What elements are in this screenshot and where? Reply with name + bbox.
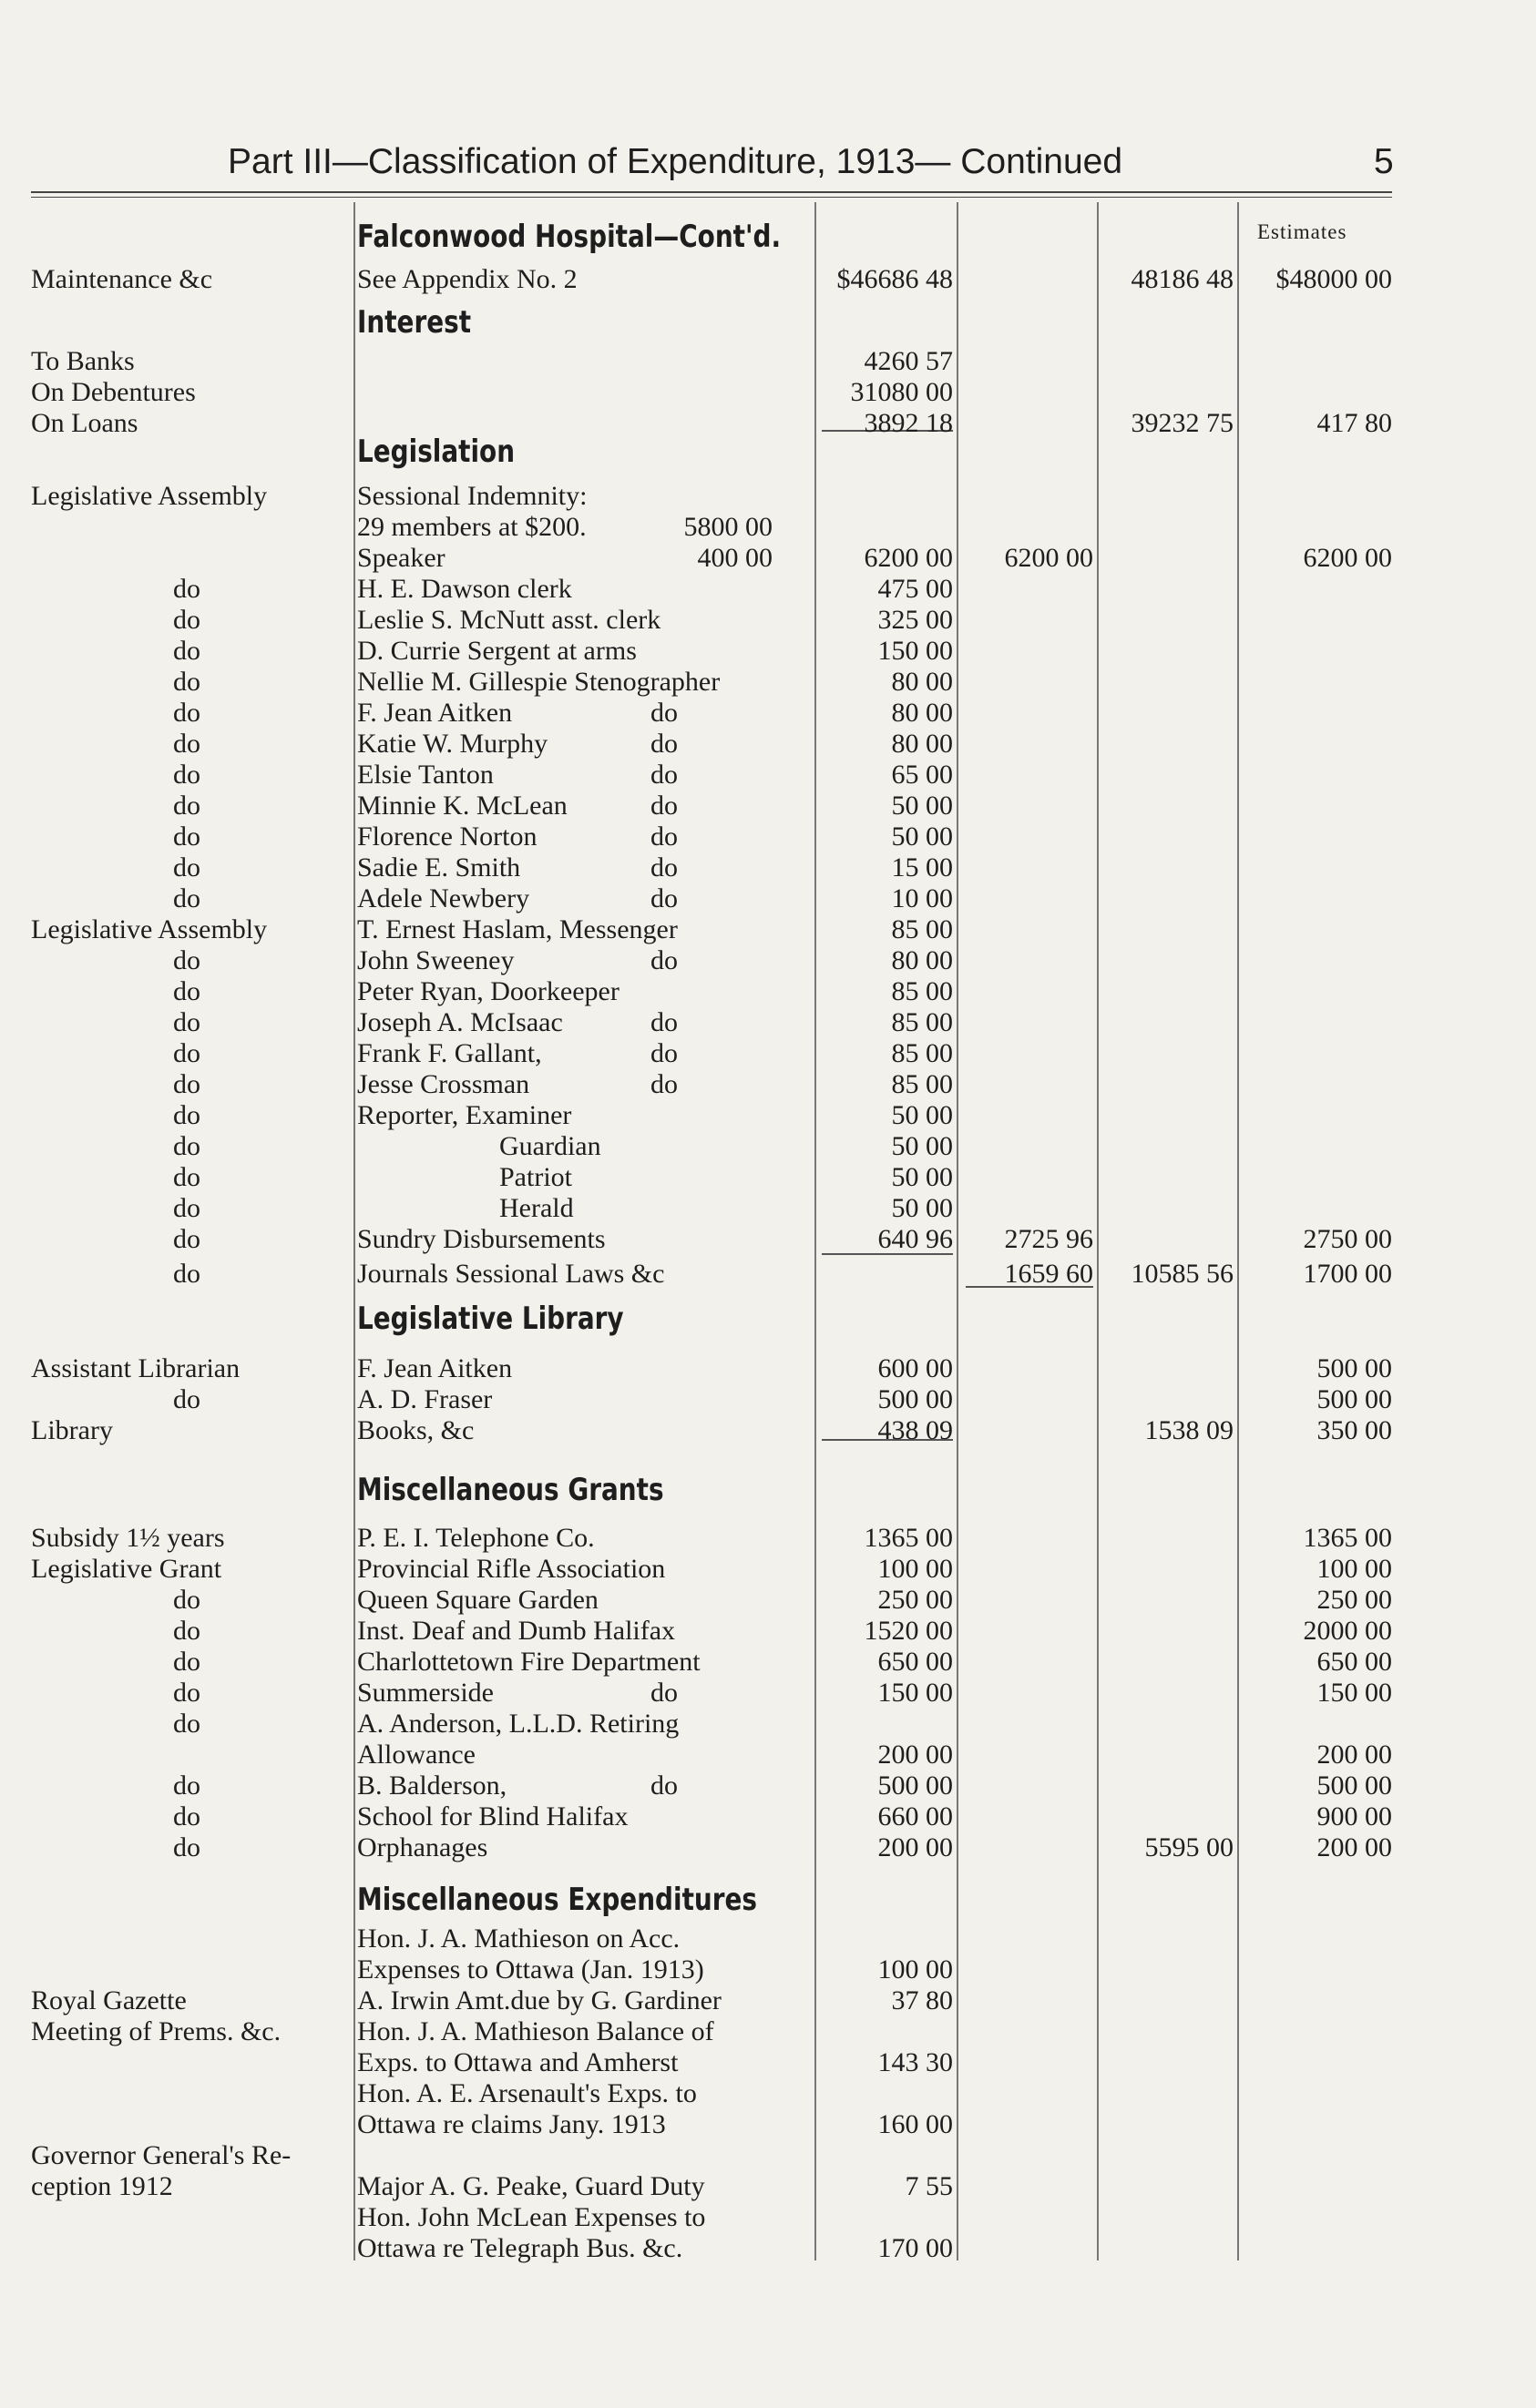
amount-cell: 7 55 xyxy=(905,2171,953,2201)
amount-cell: $46686 48 xyxy=(836,264,953,294)
item-description: Katie W. Murphy xyxy=(357,729,548,759)
total-cell: 5595 00 xyxy=(1144,1832,1234,1862)
amount-cell: 143 30 xyxy=(877,2047,953,2077)
account-label: On Loans xyxy=(31,408,138,438)
ditto-label: do xyxy=(173,760,200,790)
account-label: Legislative Assembly xyxy=(31,914,268,944)
ditto-label: do xyxy=(173,1616,200,1646)
amount-cell: 65 00 xyxy=(891,760,953,790)
item-ditto: Patriot xyxy=(499,1162,572,1192)
item-description: Frank F. Gallant, xyxy=(357,1038,542,1068)
ditto-label: do xyxy=(173,1832,200,1862)
ditto-label: do xyxy=(173,1678,200,1708)
item-ditto: do xyxy=(650,698,678,728)
item-ditto: do xyxy=(650,821,678,852)
estimates-column-header: Estimates xyxy=(1257,220,1347,243)
item-description: Journals Sessional Laws &c xyxy=(357,1259,665,1289)
item-description: Summerside xyxy=(357,1678,494,1708)
amount-cell: 100 00 xyxy=(877,1954,953,1985)
item-description: Charlottetown Fire Department xyxy=(357,1647,701,1677)
account-label: Library xyxy=(31,1415,113,1445)
item-ditto: Guardian xyxy=(499,1131,601,1161)
ditto-label: do xyxy=(173,1585,200,1615)
amount-cell: 475 00 xyxy=(877,574,953,604)
item-description: Nellie M. Gillespie Stenographer xyxy=(357,667,721,697)
amount-cell: 1365 00 xyxy=(864,1523,953,1553)
item-description: Joseph A. McIsaac xyxy=(357,1007,563,1037)
item-description: Hon. J. A. Mathieson Balance of xyxy=(357,2016,714,2046)
estimate-cell: 650 00 xyxy=(1316,1647,1392,1677)
page-header-title: Part III—Classification of Expenditure, 1913— Continued xyxy=(228,142,1123,181)
amount-cell: 660 00 xyxy=(877,1801,953,1832)
ditto-label: do xyxy=(173,698,200,728)
total-cell: 48186 48 xyxy=(1131,264,1234,294)
item-description: Jesse Crossman xyxy=(357,1069,530,1099)
subtotal-cell: 2725 96 xyxy=(1004,1224,1093,1254)
inline-amount: 5800 00 xyxy=(683,512,773,542)
item-ditto: do xyxy=(650,1007,678,1037)
ditto-label: do xyxy=(173,1007,200,1037)
item-description: Leslie S. McNutt asst. clerk xyxy=(357,605,661,635)
item-ditto: do xyxy=(650,945,678,975)
estimate-cell: 200 00 xyxy=(1316,1740,1392,1770)
account-label: Governor General's Re- xyxy=(31,2140,292,2170)
item-description: Hon. A. E. Arsenault's Exps. to xyxy=(357,2078,697,2108)
account-label: Assistant Librarian xyxy=(31,1353,241,1383)
item-description: B. Balderson, xyxy=(357,1770,507,1801)
item-ditto: do xyxy=(650,791,678,821)
item-ditto: do xyxy=(650,1069,678,1099)
subtotal-cell: 6200 00 xyxy=(1004,543,1093,573)
amount-cell: 50 00 xyxy=(891,1131,953,1161)
amount-cell: 15 00 xyxy=(891,852,953,883)
column-divider xyxy=(1097,202,1099,2260)
ditto-label: do xyxy=(173,1131,200,1161)
ditto-label: do xyxy=(173,821,200,852)
ditto-label: do xyxy=(173,1647,200,1677)
ditto-label: do xyxy=(173,729,200,759)
amount-cell: 37 80 xyxy=(891,1985,953,2015)
item-description: Adele Newbery xyxy=(357,883,530,913)
ditto-label: do xyxy=(173,1193,200,1223)
item-description: Florence Norton xyxy=(357,821,538,852)
item-description: A. Irwin Amt.due by G. Gardiner xyxy=(357,1985,722,2015)
amount-cell: 200 00 xyxy=(877,1740,953,1770)
amount-cell: 325 00 xyxy=(877,605,953,635)
amount-cell: 100 00 xyxy=(877,1554,953,1584)
estimate-cell: 1700 00 xyxy=(1303,1259,1392,1289)
item-description: School for Blind Halifax xyxy=(357,1801,629,1832)
amount-cell: 200 00 xyxy=(877,1832,953,1862)
estimate-cell: 1365 00 xyxy=(1303,1523,1392,1553)
estimate-cell: 500 00 xyxy=(1316,1384,1392,1414)
amount-cell: 50 00 xyxy=(891,1193,953,1223)
item-description: P. E. I. Telephone Co. xyxy=(357,1523,595,1553)
item-description: A. Anderson, L.L.D. Retiring xyxy=(357,1709,680,1739)
estimate-cell: $48000 00 xyxy=(1275,264,1392,294)
ditto-label: do xyxy=(173,1100,200,1130)
ditto-label: do xyxy=(173,1709,200,1739)
amount-cell: 6200 00 xyxy=(864,543,953,573)
ditto-label: do xyxy=(173,1770,200,1801)
page-number: 5 xyxy=(1374,142,1394,181)
amount-cell: 50 00 xyxy=(891,791,953,821)
total-cell: 39232 75 xyxy=(1131,408,1234,438)
ditto-label: do xyxy=(173,976,200,1006)
amount-cell: 85 00 xyxy=(891,976,953,1006)
ditto-label: do xyxy=(173,667,200,697)
item-description: Peter Ryan, Doorkeeper xyxy=(357,976,620,1006)
item-description: Ottawa re Telegraph Bus. &c. xyxy=(357,2233,683,2263)
account-label: Legislative Grant xyxy=(31,1554,222,1584)
item-ditto: do xyxy=(650,852,678,883)
estimate-cell: 900 00 xyxy=(1316,1801,1392,1832)
item-description: John Sweeney xyxy=(357,945,515,975)
section-falconwood-hospital: Falconwood Hospital—Cont'd. xyxy=(357,219,782,255)
amount-cell: 150 00 xyxy=(877,1678,953,1708)
ditto-label: do xyxy=(173,1384,200,1414)
ditto-label: do xyxy=(173,1224,200,1254)
estimate-cell: 100 00 xyxy=(1316,1554,1392,1584)
amount-cell: 150 00 xyxy=(877,636,953,666)
amount-cell: 640 96 xyxy=(877,1224,953,1254)
estimate-cell: 500 00 xyxy=(1316,1770,1392,1801)
amount-cell: 50 00 xyxy=(891,821,953,852)
amount-cell: 650 00 xyxy=(877,1647,953,1677)
subtotal-cell: 1659 60 xyxy=(1004,1259,1093,1289)
estimate-cell: 2750 00 xyxy=(1303,1224,1392,1254)
amount-cell: 85 00 xyxy=(891,1007,953,1037)
item-description: Allowance xyxy=(357,1740,476,1770)
ditto-label: do xyxy=(173,1162,200,1192)
item-ditto: do xyxy=(650,1038,678,1068)
ditto-label: do xyxy=(173,852,200,883)
item-description: H. E. Dawson clerk xyxy=(357,574,572,604)
amount-cell: 600 00 xyxy=(877,1353,953,1383)
item-description: See Appendix No. 2 xyxy=(357,264,578,294)
item-ditto: do xyxy=(650,1678,678,1708)
ditto-label: do xyxy=(173,636,200,666)
item-description: Sadie E. Smith xyxy=(357,852,521,883)
ditto-label: do xyxy=(173,574,200,604)
item-description: Orphanages xyxy=(357,1832,488,1862)
item-description: Sundry Disbursements xyxy=(357,1224,606,1254)
ditto-label: do xyxy=(173,1069,200,1099)
item-description: Minnie K. McLean xyxy=(357,791,568,821)
item-description: Speaker xyxy=(357,543,445,573)
item-ditto: do xyxy=(650,1770,678,1801)
column-divider xyxy=(353,202,355,2260)
item-description: Major A. G. Peake, Guard Duty xyxy=(357,2171,705,2201)
ditto-label: do xyxy=(173,1801,200,1832)
item-description: Expenses to Ottawa (Jan. 1913) xyxy=(357,1954,704,1985)
estimate-cell: 350 00 xyxy=(1316,1415,1392,1445)
amount-cell: 4260 57 xyxy=(864,346,953,376)
account-label: To Banks xyxy=(31,346,135,376)
amount-cell: 85 00 xyxy=(891,1069,953,1099)
amount-cell: 438 09 xyxy=(877,1415,953,1445)
amount-cell: 80 00 xyxy=(891,698,953,728)
estimate-cell: 150 00 xyxy=(1316,1678,1392,1708)
section-miscellaneous-grants: Miscellaneous Grants xyxy=(357,1472,664,1508)
section-legislation: Legislation xyxy=(357,434,516,470)
ditto-label: do xyxy=(173,605,200,635)
header-rule-thin xyxy=(31,197,1392,198)
item-description: Elsie Tanton xyxy=(357,760,494,790)
amount-cell: 50 00 xyxy=(891,1162,953,1192)
amount-cell: 80 00 xyxy=(891,729,953,759)
amount-cell: 31080 00 xyxy=(850,377,953,407)
account-label: Royal Gazette xyxy=(31,1985,187,2015)
item-description: Hon. J. A. Mathieson on Acc. xyxy=(357,1923,681,1954)
item-description: Sessional Indemnity: xyxy=(357,481,588,511)
inline-amount: 400 00 xyxy=(697,543,773,573)
estimate-cell: 200 00 xyxy=(1316,1832,1392,1862)
amount-cell: 80 00 xyxy=(891,945,953,975)
amount-cell: 50 00 xyxy=(891,1100,953,1130)
item-description: Reporter, Examiner xyxy=(357,1100,572,1130)
account-label: Legislative Assembly xyxy=(31,481,268,511)
account-label: Meeting of Prems. &c. xyxy=(31,2016,282,2046)
estimate-cell: 2000 00 xyxy=(1303,1616,1392,1646)
ditto-label: do xyxy=(173,1038,200,1068)
item-description: T. Ernest Haslam, Messenger xyxy=(357,914,678,944)
item-description: Inst. Deaf and Dumb Halifax xyxy=(357,1616,676,1646)
item-description: F. Jean Aitken xyxy=(357,1353,513,1383)
amount-cell: 10 00 xyxy=(891,883,953,913)
item-description: F. Jean Aitken xyxy=(357,698,513,728)
ditto-label: do xyxy=(173,1259,200,1289)
account-label: Subsidy 1½ years xyxy=(31,1523,225,1553)
column-divider xyxy=(814,202,816,2260)
item-ditto: do xyxy=(650,729,678,759)
item-description: Exps. to Ottawa and Amherst xyxy=(357,2047,679,2077)
item-ditto: do xyxy=(650,883,678,913)
item-ditto: do xyxy=(650,760,678,790)
amount-cell: 500 00 xyxy=(877,1770,953,1801)
amount-cell: 160 00 xyxy=(877,2109,953,2139)
item-description: A. D. Fraser xyxy=(357,1384,493,1414)
section-miscellaneous-expenditures: Miscellaneous Expenditures xyxy=(357,1882,758,1918)
amount-cell: 80 00 xyxy=(891,667,953,697)
item-ditto: Herald xyxy=(499,1193,574,1223)
account-label: On Debentures xyxy=(31,377,196,407)
amount-cell: 250 00 xyxy=(877,1585,953,1615)
item-description: Queen Square Garden xyxy=(357,1585,599,1615)
column-divider xyxy=(1237,202,1239,2260)
amount-cell: 3892 18 xyxy=(864,408,953,438)
item-description: 29 members at $200. xyxy=(357,512,587,542)
item-description: Provincial Rifle Association xyxy=(357,1554,666,1584)
amount-cell: 1520 00 xyxy=(864,1616,953,1646)
ditto-label: do xyxy=(173,945,200,975)
account-label: Maintenance &c xyxy=(31,264,213,294)
account-label: ception 1912 xyxy=(31,2171,173,2201)
section-legislative-library: Legislative Library xyxy=(357,1301,624,1337)
item-description: Ottawa re claims Jany. 1913 xyxy=(357,2109,666,2139)
amount-cell: 170 00 xyxy=(877,2233,953,2263)
item-description: D. Currie Sergent at arms xyxy=(357,636,637,666)
estimate-cell: 500 00 xyxy=(1316,1353,1392,1383)
item-description: Hon. John McLean Expenses to xyxy=(357,2202,706,2232)
estimate-cell: 6200 00 xyxy=(1303,543,1392,573)
estimate-cell: 250 00 xyxy=(1316,1585,1392,1615)
section-interest: Interest xyxy=(357,304,472,341)
header-rule xyxy=(31,191,1392,193)
amount-cell: 85 00 xyxy=(891,1038,953,1068)
estimate-cell: 417 80 xyxy=(1316,408,1392,438)
amount-cell: 85 00 xyxy=(891,914,953,944)
ditto-label: do xyxy=(173,791,200,821)
total-cell: 10585 56 xyxy=(1131,1259,1234,1289)
ditto-label: do xyxy=(173,883,200,913)
column-divider xyxy=(957,202,958,2260)
item-description: Books, &c xyxy=(357,1415,475,1445)
total-cell: 1538 09 xyxy=(1144,1415,1234,1445)
amount-cell: 500 00 xyxy=(877,1384,953,1414)
